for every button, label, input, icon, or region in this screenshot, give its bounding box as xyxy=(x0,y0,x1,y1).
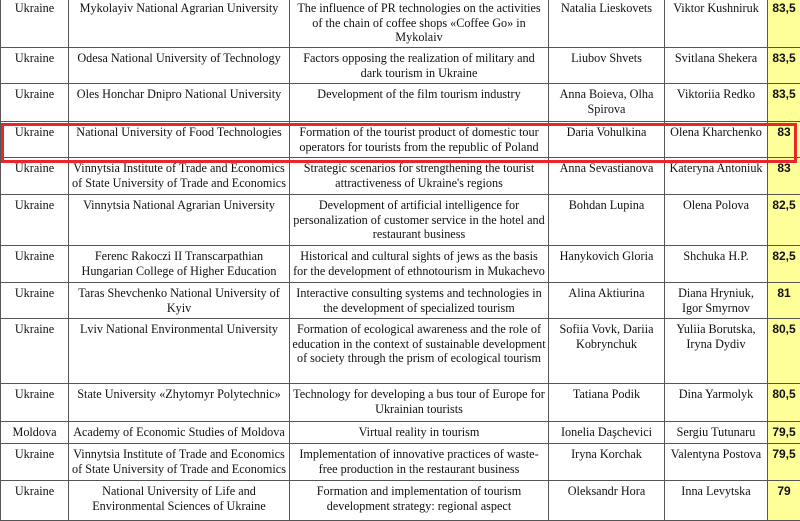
institution-cell: Mykolayiv National Agrarian University xyxy=(69,0,290,48)
score-cell: 80,5 xyxy=(768,319,800,384)
country-cell: Ukraine xyxy=(1,444,69,481)
topic-cell: Development of the film tourism industry xyxy=(290,84,549,122)
score-cell: 82,5 xyxy=(768,195,800,246)
table-row xyxy=(1,195,800,246)
institution-cell: Academy of Economic Studies of Moldova xyxy=(69,422,290,444)
institution-cell: Taras Shevchenko National University of Kyiv xyxy=(69,283,290,319)
supervisor-cell: Viktoriia Redko xyxy=(665,84,768,122)
score-cell: 80,5 xyxy=(768,384,800,422)
author-cell: Anna Boieva, Olha Spirova xyxy=(549,84,665,122)
topic-cell: Formation of ecological awareness and the role of education in the context of sustainable development of society through the prism of ecological tourism xyxy=(290,319,549,384)
table-row xyxy=(1,246,800,283)
score-cell: 82,5 xyxy=(768,246,800,283)
score-cell: 83,5 xyxy=(768,0,800,48)
table-row xyxy=(1,0,800,48)
country-cell: Ukraine xyxy=(1,0,69,48)
country-cell: Ukraine xyxy=(1,481,69,521)
institution-cell: Odesa National University of Technology xyxy=(69,48,290,84)
score-cell: 79 xyxy=(768,481,800,521)
score-cell: 79,5 xyxy=(768,444,800,481)
table-row xyxy=(1,319,800,384)
author-cell: Oleksandr Hora xyxy=(549,481,665,521)
topic-cell: Interactive consulting systems and technologies in the development of specialized tourism xyxy=(290,283,549,319)
author-cell: Natalia Lieskovets xyxy=(549,0,665,48)
topic-cell: The influence of PR technologies on the activities of the chain of coffee shops «Coffee Go» in Mykolaiv xyxy=(290,0,549,48)
institution-cell: National University of Food Technologies xyxy=(69,122,290,158)
topic-cell: Historical and cultural sights of jews as the basis for the development of ethnotourism in Mukachevo xyxy=(290,246,549,283)
table-row xyxy=(1,84,800,122)
institution-cell: Ferenc Rakoczi II Transcarpathian Hungarian College of Higher Education xyxy=(69,246,290,283)
table-row xyxy=(1,384,800,422)
author-cell: Hanykovich Gloria xyxy=(549,246,665,283)
author-cell: Sofiia Vovk, Dariia Kobrynchuk xyxy=(549,319,665,384)
topic-cell: Formation of the tourist product of domestic tour operators for tourists from the republic of Poland xyxy=(290,122,549,158)
country-cell: Ukraine xyxy=(1,158,69,195)
score-cell: 79,5 xyxy=(768,422,800,444)
institution-cell: National University of Life and Environmental Sciences of Ukraine xyxy=(69,481,290,521)
score-cell: 83 xyxy=(768,122,800,158)
institution-cell: Vinnytsia National Agrarian University xyxy=(69,195,290,246)
supervisor-cell: Viktor Kushniruk xyxy=(665,0,768,48)
country-cell: Ukraine xyxy=(1,122,69,158)
supervisor-cell: Olena Kharchenko xyxy=(665,122,768,158)
supervisor-cell: Svitlana Shekera xyxy=(665,48,768,84)
author-cell: Daria Vohulkina xyxy=(549,122,665,158)
country-cell: Ukraine xyxy=(1,195,69,246)
author-cell: Bohdan Lupina xyxy=(549,195,665,246)
institution-cell: Oles Honchar Dnipro National University xyxy=(69,84,290,122)
supervisor-cell: Sergiu Tutunaru xyxy=(665,422,768,444)
supervisor-cell: Diana Hryniuk, Igor Smyrnov xyxy=(665,283,768,319)
table-row xyxy=(1,481,800,521)
institution-cell: Vinnytsia Institute of Trade and Economics of State University of Trade and Economics xyxy=(69,444,290,481)
score-cell: 81 xyxy=(768,283,800,319)
institution-cell: Lviv National Environmental University xyxy=(69,319,290,384)
table-row xyxy=(1,444,800,481)
table-row xyxy=(1,422,800,444)
table-row xyxy=(1,48,800,84)
author-cell: Tatiana Podik xyxy=(549,384,665,422)
country-cell: Ukraine xyxy=(1,283,69,319)
author-cell: Alina Aktiurina xyxy=(549,283,665,319)
topic-cell: Technology for developing a bus tour of Europe for Ukrainian tourists xyxy=(290,384,549,422)
supervisor-cell: Olena Polova xyxy=(665,195,768,246)
score-cell: 83,5 xyxy=(768,84,800,122)
country-cell: Ukraine xyxy=(1,384,69,422)
table-row-highlighted xyxy=(1,122,800,158)
topic-cell: Strategic scenarios for strengthening the tourist attractiveness of Ukraine's regions xyxy=(290,158,549,195)
country-cell: Ukraine xyxy=(1,246,69,283)
institution-cell: Vinnytsia Institute of Trade and Economics of State University of Trade and Economics xyxy=(69,158,290,195)
table-row xyxy=(1,158,800,195)
score-cell: 83,5 xyxy=(768,48,800,84)
author-cell: Anna Sevastianova xyxy=(549,158,665,195)
country-cell: Ukraine xyxy=(1,84,69,122)
author-cell: Liubov Shvets xyxy=(549,48,665,84)
supervisor-cell: Inna Levytska xyxy=(665,481,768,521)
score-cell: 83 xyxy=(768,158,800,195)
supervisor-cell: Yuliia Borutska, Iryna Dydiv xyxy=(665,319,768,384)
topic-cell: Implementation of innovative practices of waste-free production in the restaurant business xyxy=(290,444,549,481)
topic-cell: Factors opposing the realization of military and dark tourism in Ukraine xyxy=(290,48,549,84)
topic-cell: Virtual reality in tourism xyxy=(290,422,549,444)
country-cell: Ukraine xyxy=(1,48,69,84)
supervisor-cell: Kateryna Antoniuk xyxy=(665,158,768,195)
topic-cell: Development of artificial intelligence for personalization of customer service in the hotel and restaurant business xyxy=(290,195,549,246)
country-cell: Moldova xyxy=(1,422,69,444)
supervisor-cell: Shchuka H.P. xyxy=(665,246,768,283)
author-cell: Iryna Korchak xyxy=(549,444,665,481)
supervisor-cell: Valentyna Postova xyxy=(665,444,768,481)
institution-cell: State University «Zhytomyr Polytechnic» xyxy=(69,384,290,422)
topic-cell: Formation and implementation of tourism development strategy: regional aspect xyxy=(290,481,549,521)
supervisor-cell: Dina Yarmolyk xyxy=(665,384,768,422)
author-cell: Ionelia Daşchevici xyxy=(549,422,665,444)
table-row xyxy=(1,283,800,319)
country-cell: Ukraine xyxy=(1,319,69,384)
